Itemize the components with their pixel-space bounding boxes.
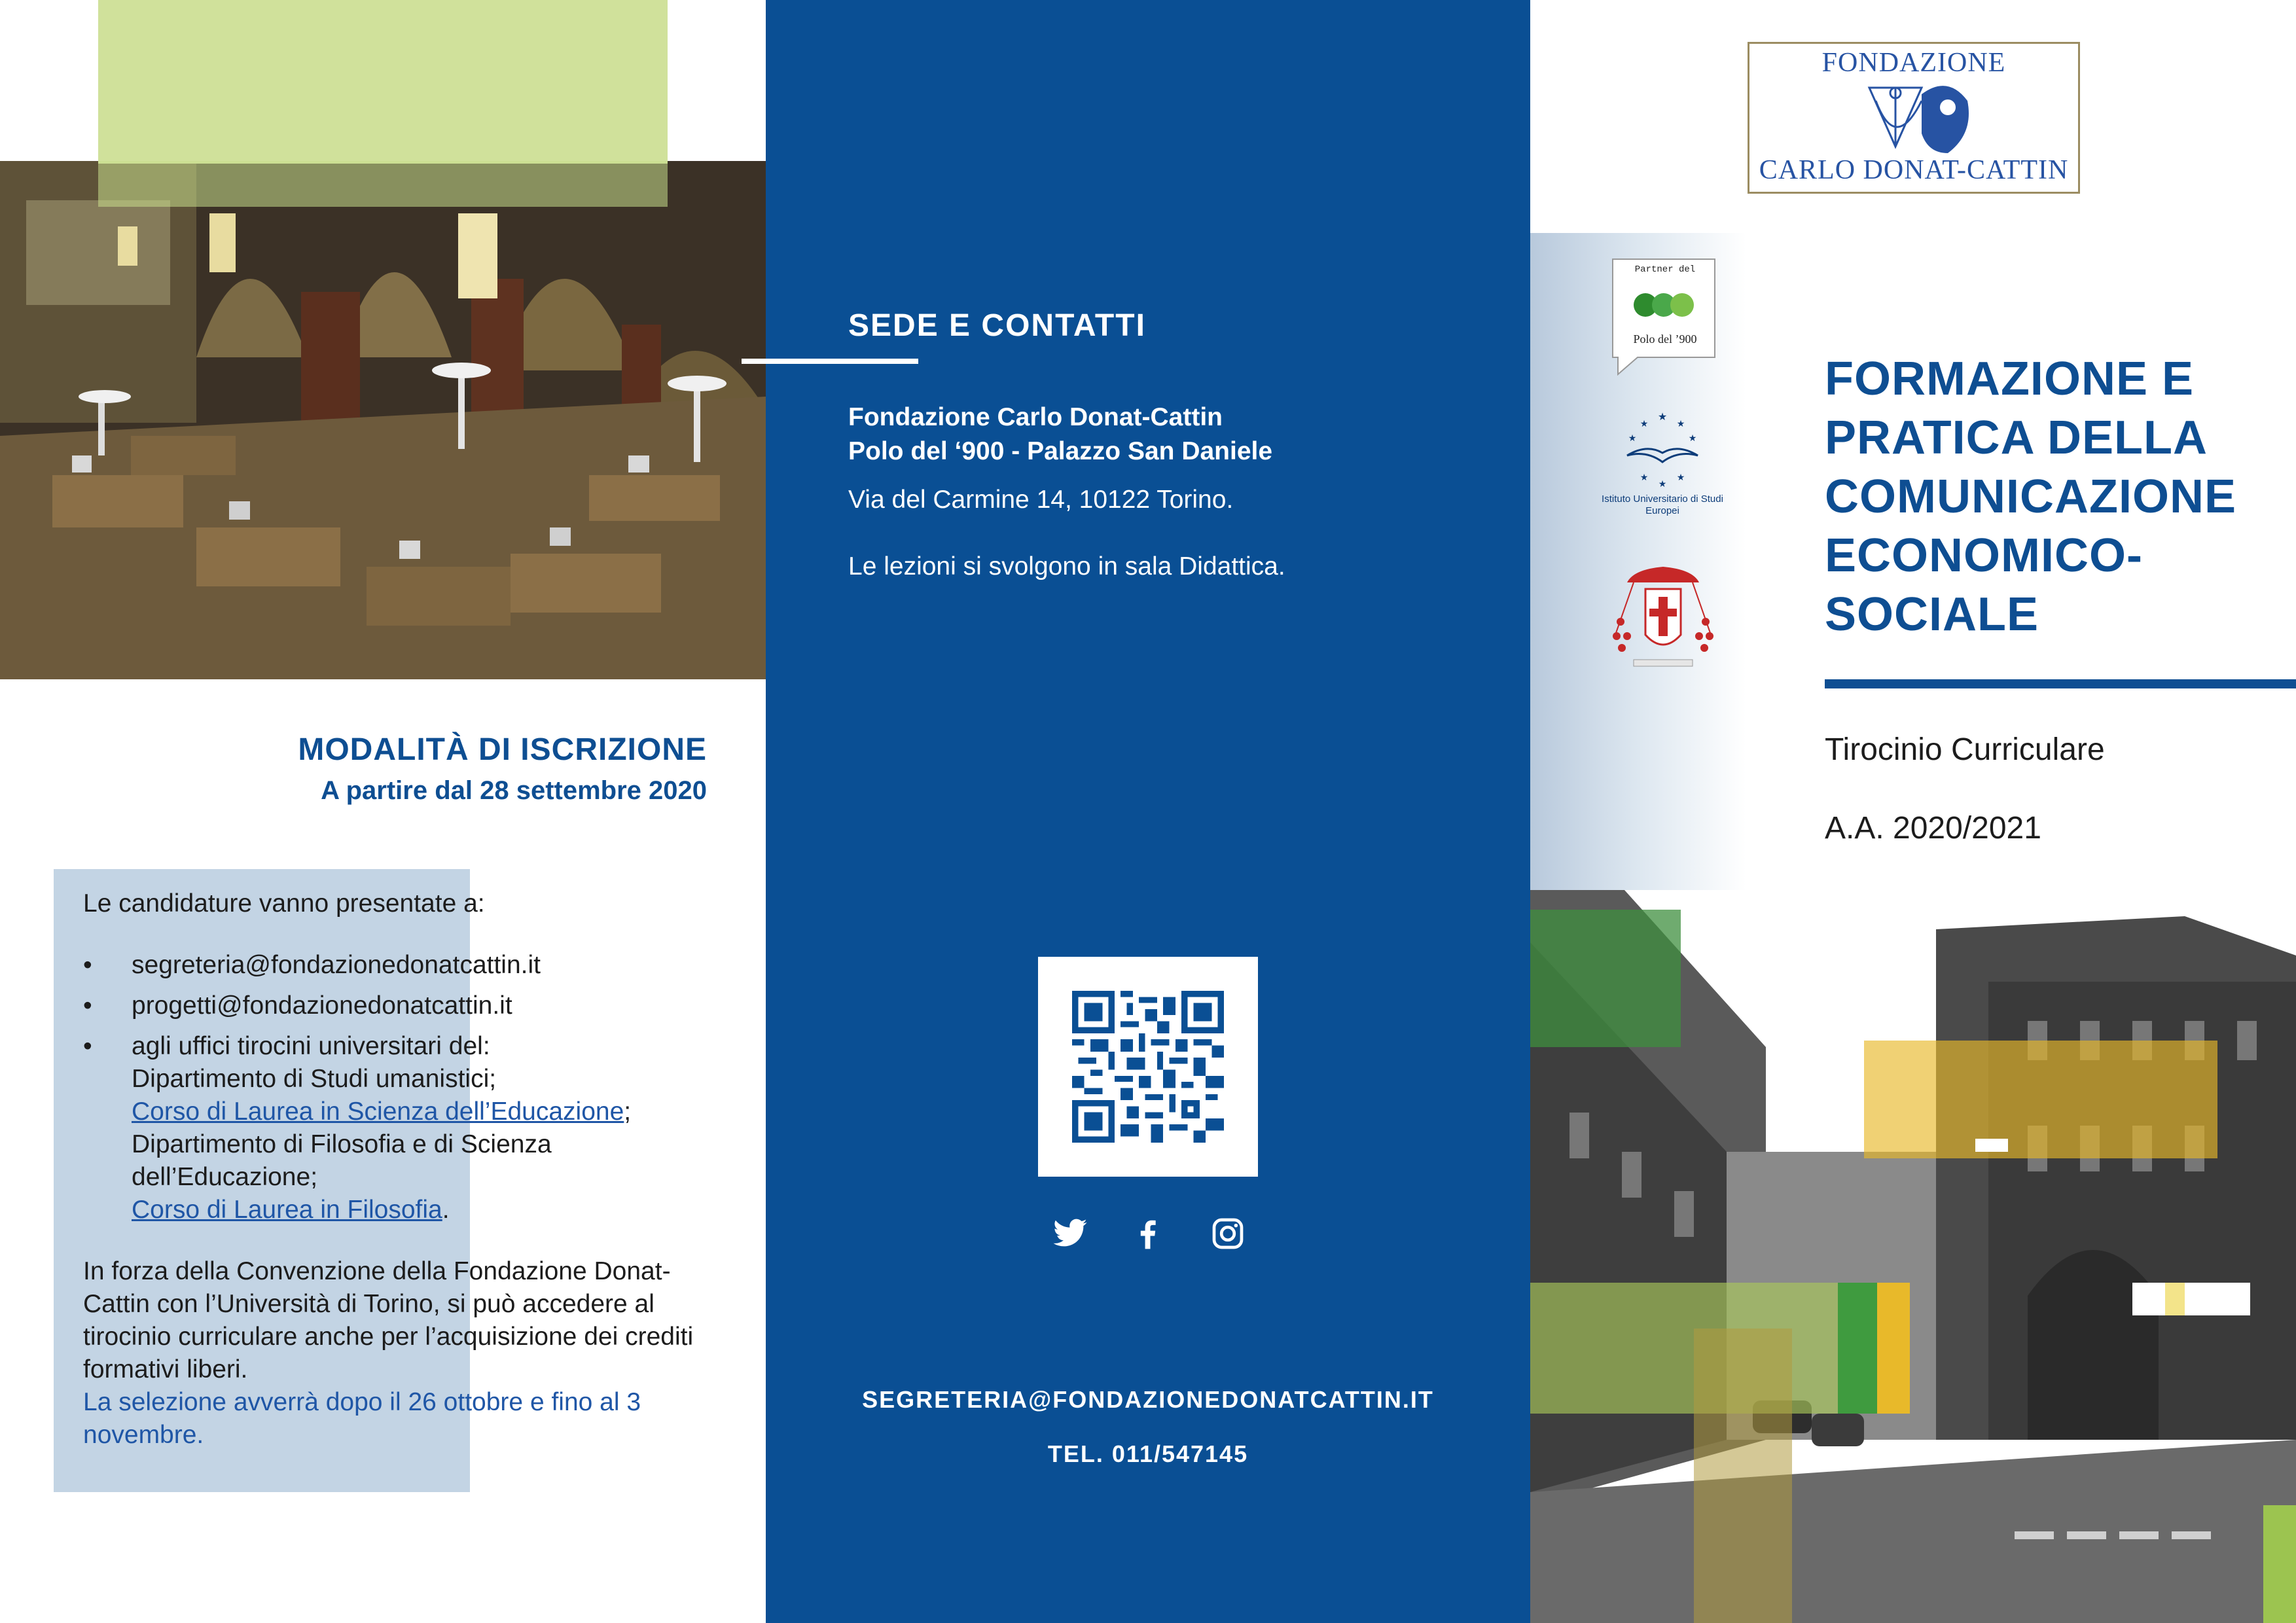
svg-text:★: ★ [1676,419,1685,429]
svg-text:★: ★ [1640,473,1649,483]
sextant-emblem-icon [1850,75,1981,161]
polo-900-badge [1611,258,1716,376]
selection-text: La selezione avverrà dopo il 26 ottobre e fino al 3 novembre. [83,1388,641,1449]
instagram-icon[interactable] [1210,1215,1246,1252]
organization-name [848,401,1272,469]
contacts-title-rule [742,359,918,364]
logo-text-bottom: CARLO DONAT-CATTIN [1759,155,2069,185]
polo-partner-label: Partner del [1634,264,1696,275]
enrollment-date: A partire dal 28 settembre 2020 [321,776,707,805]
decorative-green-block [98,0,668,164]
cardinal-coat-of-arms-icon [1607,563,1719,674]
dept-humanities: Dipartimento di Studi umanistici; [132,1065,497,1093]
street-photo [1530,785,2296,1623]
link-education-course[interactable]: Corso di Laurea in Scienza dell’Educazione [132,1097,624,1126]
link-philosophy-course[interactable]: Corso di Laurea in Filosofia [132,1196,442,1224]
svg-text:★: ★ [1688,433,1697,444]
list-item-email-progetti [83,990,711,1022]
contact-phone[interactable]: TEL. 011/547145 [1047,1440,1249,1467]
convention-text: In forza della Convenzione della Fondazione Donat-Cattin con l’Università di Torino, si può accedere al tirocinio curriculare anche per l’acquisizione dei crediti formativi liberi. [83,1257,694,1383]
email-progetti[interactable]: progetti@fondazionedonatcattin.it [132,991,512,1020]
polo-name-label: Polo del ’900 [1633,332,1697,346]
email-segreteria[interactable]: segreteria@fondazionedonatcattin.it [132,951,541,979]
qr-code-graphic [1072,991,1224,1143]
course-title-rule [1825,679,2296,688]
address: Via del Carmine 14, 10122 Torino. [848,486,1234,514]
svg-text:★: ★ [1658,479,1667,490]
dept-philosophy: Dipartimento di Filosofia e di Scienza dell’Educazione; [132,1130,552,1191]
academic-year: A.A. 2020/2021 [1825,811,2041,846]
logo-text-top: FONDAZIONE [1821,48,2006,78]
org-line-1: Fondazione Carlo Donat-Cattin [848,403,1223,431]
contact-email[interactable]: SEGRETERIA@FONDAZIONEDONATCATTIN.IT [862,1386,1434,1413]
offices-line: agli uffici tirocini universitari del: [132,1032,490,1060]
twitter-icon[interactable] [1052,1215,1088,1252]
enrollment-info [83,887,711,1452]
iuse-stars-book-icon [1614,407,1711,491]
svg-text:★: ★ [1676,473,1685,483]
qr-code[interactable] [1038,957,1258,1177]
svg-text:★: ★ [1640,419,1649,429]
lessons-location: Le lezioni si svolgono in sala Didattica. [848,552,1285,580]
course-type: Tirocinio Curriculare [1825,732,2105,767]
org-line-2: Polo del ‘900 - Palazzo San Daniele [848,437,1273,465]
submission-list [83,949,711,1226]
list-item-email-segreteria [83,949,711,982]
course-title: FORMAZIONE E PRATICA DELLA COMUNICAZIONE ECONOMICO-SOCIALE [1825,353,2236,641]
svg-text:★: ★ [1628,433,1637,444]
photo-green-overlay [98,161,668,207]
contacts-title: SEDE E CONTATTI [848,308,1146,343]
iuse-name: Istituto Universitario di Studi Europei [1602,493,1723,516]
enrollment-title: MODALITÀ DI ISCRIZIONE [298,732,707,767]
office-photo [0,161,766,679]
svg-text:★: ★ [1657,410,1668,423]
enrollment-intro: Le candidature vanno presentate a: [83,889,485,918]
contacts-panel [766,0,1530,1623]
facebook-icon[interactable] [1130,1215,1166,1252]
list-item-offices: • agli uffici tirocini universitari del: Dipartimento di Studi umanistici; Corso di Laurea in Scienza dell’Educazione; Dipartimento di Filosofia e di Scienza dell’Educazione; Corso di Laurea in Filosofia. [83,1030,711,1226]
